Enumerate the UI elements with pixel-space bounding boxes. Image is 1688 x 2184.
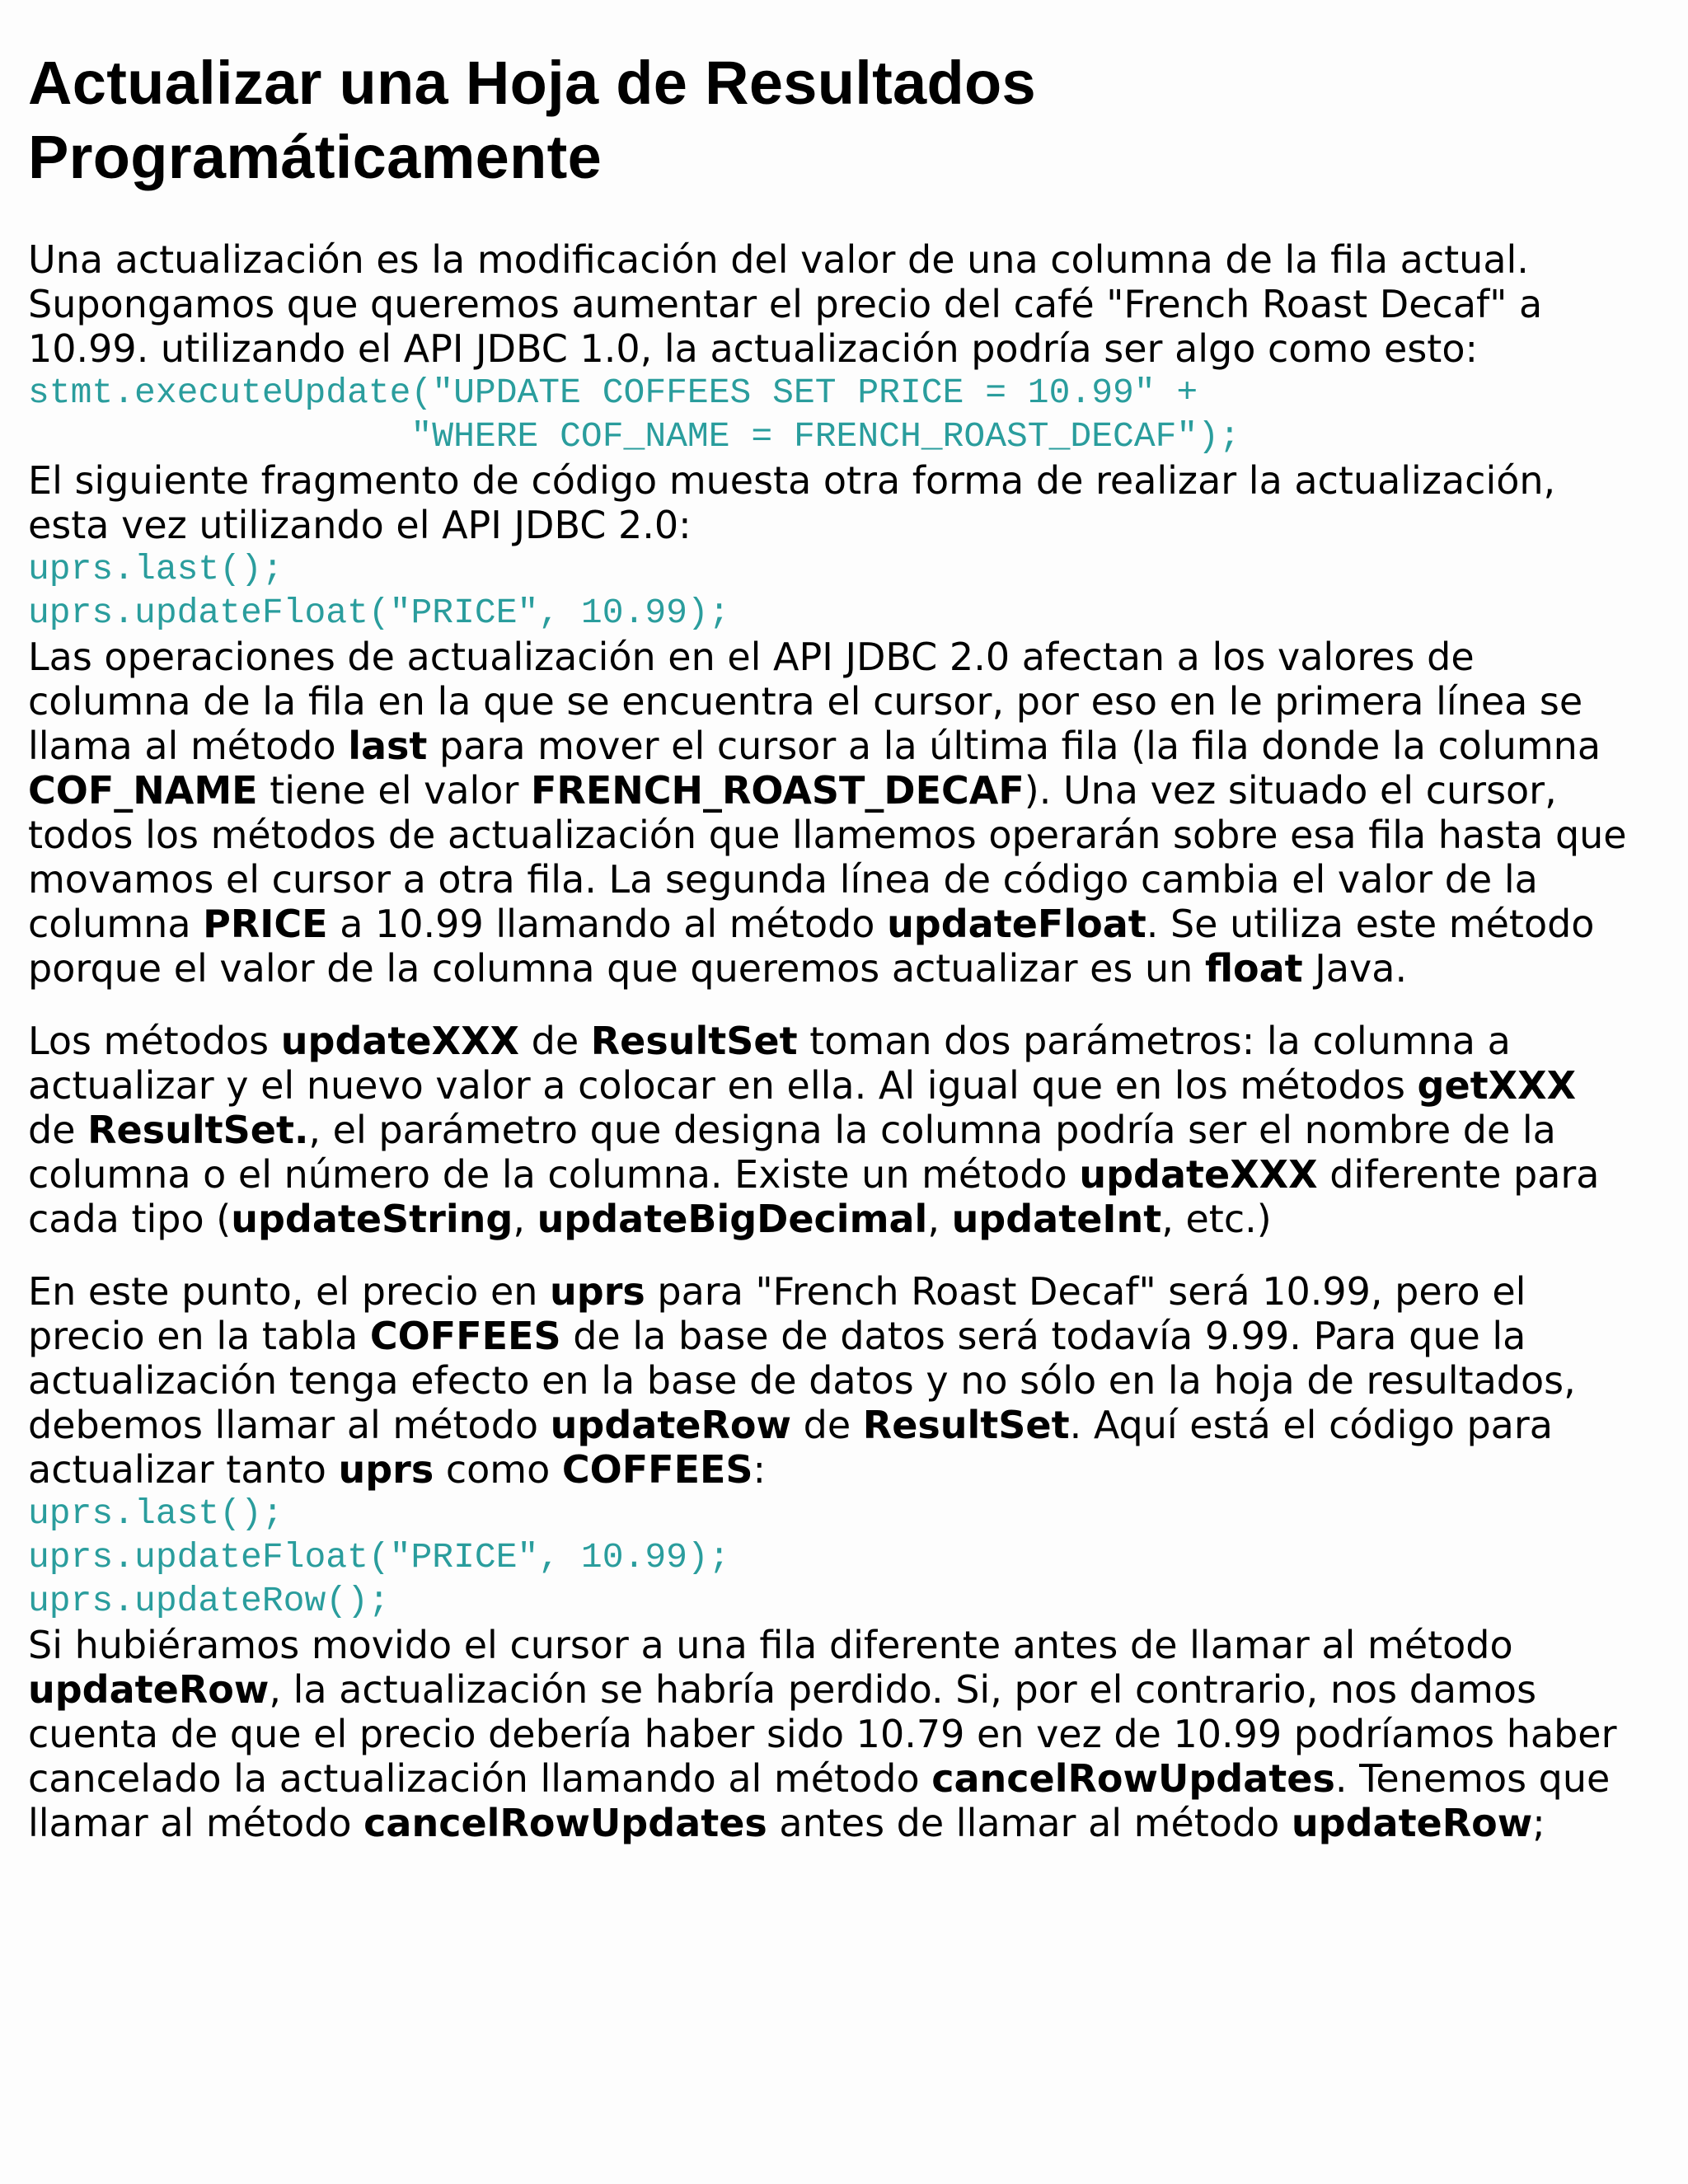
- paragraph-update-row: En este punto, el precio en uprs para "French Roast Decaf" será 10.99, pero el precio en la tabla COFFEES de la base de datos será todavía 9.99. Para que la actualización tenga efecto en la base de datos y no sólo en la hoja de resultados, debemos llamar al método updateRow de ResultSet. Aquí está el código para actualizar tanto uprs como COFFEES:: [28, 1269, 1576, 1492]
- paragraph-update-operations: Las operaciones de actualización en el API JDBC 2.0 afectan a los valores de columna de la fila en la que se encuentra el cursor, por eso en le primera línea se llama al método last para mover el cursor a la última fila (la fila donde la columna COF_NAME tiene el valor FRENCH_ROAST_DECAF). Una vez situado el cursor, todos los métodos de actualización que llamemos operarán sobre esa fila hasta que movamos el cursor a otra fila. La segunda línea de código cambia el valor de la columna PRICE a 10.99 llamando al método updateFloat. Se utiliza este método porque el valor de la columna que queremos actualizar es un float Java.: [28, 635, 1627, 991]
- title-line-2: Programáticamente: [28, 123, 603, 191]
- code-block-jdbc1: stmt.executeUpdate("UPDATE COFFEES SET PRICE = 10.99" + "WHERE COF_NAME = FRENCH_ROAST_DECAF");: [28, 373, 1240, 457]
- code-block-update-row: uprs.last(); uprs.updateFloat("PRICE", 10.99); uprs.updateRow();: [28, 1493, 730, 1621]
- code-block-jdbc2: uprs.last(); uprs.updateFloat("PRICE", 10.99);: [28, 549, 730, 633]
- paragraph-updatexxx-methods: Los métodos updateXXX de ResultSet toman dos parámetros: la columna a actualizar y el nuevo valor a colocar en ella. Al igual que en los métodos getXXX de ResultSet., el parámetro que designa la columna podría ser el nombre de la columna o el número de la columna. Existe un método updateXXX diferente para cada tipo (updateString, updateBigDecimal, updateInt, etc.): [28, 1019, 1600, 1241]
- title-line-1: Actualizar una Hoja de Resultados: [28, 49, 1036, 117]
- page-title: [28, 46, 1660, 194]
- paragraph-cancel-row-updates: Si hubiéramos movido el cursor a una fila diferente antes de llamar al método updateRow, la actualización se habría perdido. Si, por el contrario, nos damos cuenta de que el precio debería haber sido 10.79 en vez de 10.99 podríamos haber cancelado la actualización llamando al método cancelRowUpdates. Tenemos que llamar al método cancelRowUpdates antes de llamar al método updateRow;: [28, 1623, 1617, 1845]
- paragraph-jdbc2-intro: El siguiente fragmento de código muesta otra forma de realizar la actualización, esta vez utilizando el API JDBC 2.0:: [28, 458, 1556, 547]
- paragraph-intro: Una actualización es la modificación del valor de una columna de la fila actual. Supongamos que queremos aumentar el precio del café "French Roast Decaf" a 10.99. utilizando el API JDBC 1.0, la actualización podría ser algo como esto:: [28, 237, 1543, 371]
